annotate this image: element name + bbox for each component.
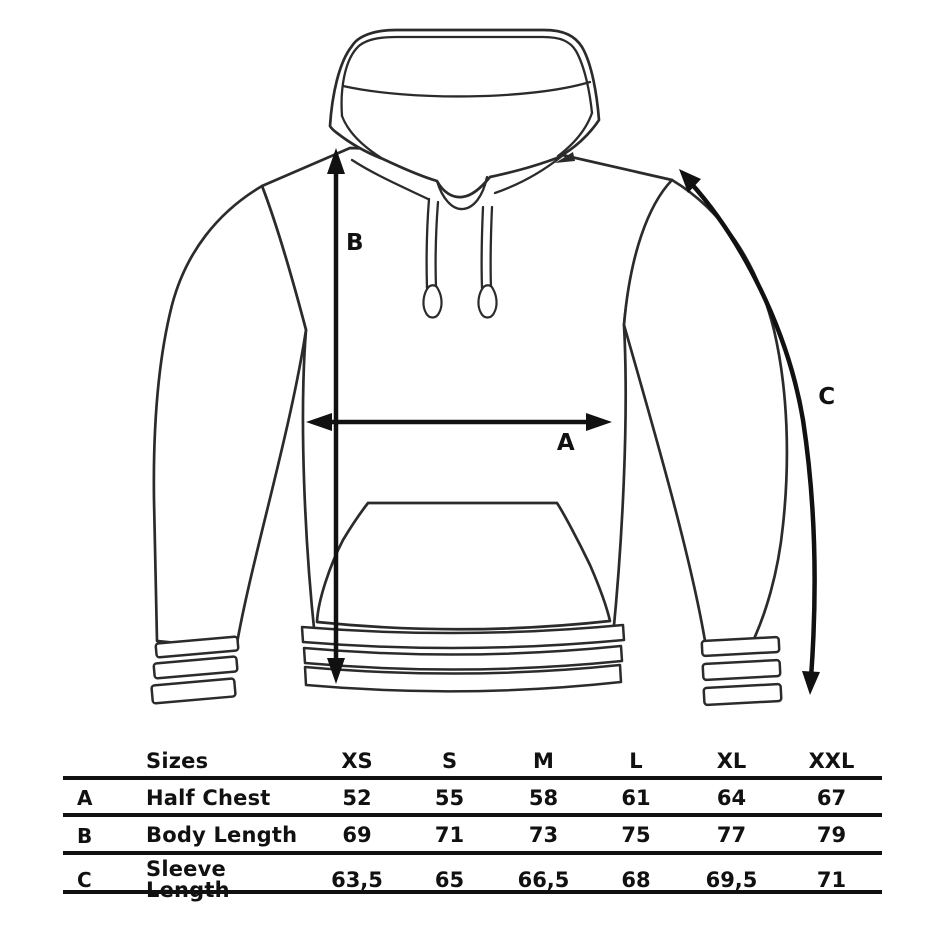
table-value: 71 (434, 823, 465, 847)
size-table (63, 744, 882, 902)
size-table-header-row (63, 744, 882, 780)
table-value: 71 (816, 867, 847, 892)
label-c: C (818, 384, 836, 410)
hem-ribbing (302, 625, 624, 691)
table-value: 79 (816, 823, 847, 847)
table-row-body-length (63, 817, 882, 855)
size-column-header: L (629, 748, 643, 773)
sizes-header: Sizes (146, 748, 209, 773)
size-column-header: S (441, 748, 458, 773)
table-value: 67 (816, 785, 847, 810)
row-label: Half Chest (146, 785, 271, 810)
left-sleeve (154, 186, 306, 649)
kangaroo-pocket (317, 503, 610, 629)
row-letter: C (77, 868, 92, 892)
table-value: 66,5 (517, 867, 570, 892)
row-label: Sleeve Length (146, 857, 230, 902)
row-letter: A (77, 786, 93, 810)
right-cuff-ribbing (702, 637, 782, 705)
label-b: B (345, 230, 365, 256)
size-column-header: M (533, 748, 554, 773)
size-column-header: XXL (808, 748, 855, 773)
table-value: 63,5 (331, 867, 383, 892)
table-value: 73 (528, 823, 559, 847)
row-letter: B (77, 823, 93, 848)
label-a: A (556, 430, 576, 456)
row-label: Body Length (146, 823, 298, 847)
table-row-half-chest (63, 780, 882, 817)
table-value: 61 (621, 785, 651, 810)
table-value: 58 (528, 785, 559, 810)
table-value: 75 (621, 823, 651, 847)
table-value: 68 (621, 867, 651, 892)
table-value: 77 (716, 823, 747, 847)
table-value: 52 (342, 785, 372, 810)
left-cuff-ribbing (151, 636, 238, 703)
table-row-sleeve-length (63, 855, 882, 902)
size-column-header: XS (341, 748, 373, 773)
table-value: 69 (342, 823, 372, 847)
table-value: 55 (434, 785, 465, 810)
left-aglet (423, 285, 441, 317)
table-value: 64 (716, 785, 747, 810)
right-sleeve (624, 180, 787, 647)
right-aglet (478, 285, 496, 317)
size-column-header: XL (716, 748, 747, 773)
table-value: 65 (434, 867, 465, 892)
table-value: 69,5 (705, 867, 758, 892)
